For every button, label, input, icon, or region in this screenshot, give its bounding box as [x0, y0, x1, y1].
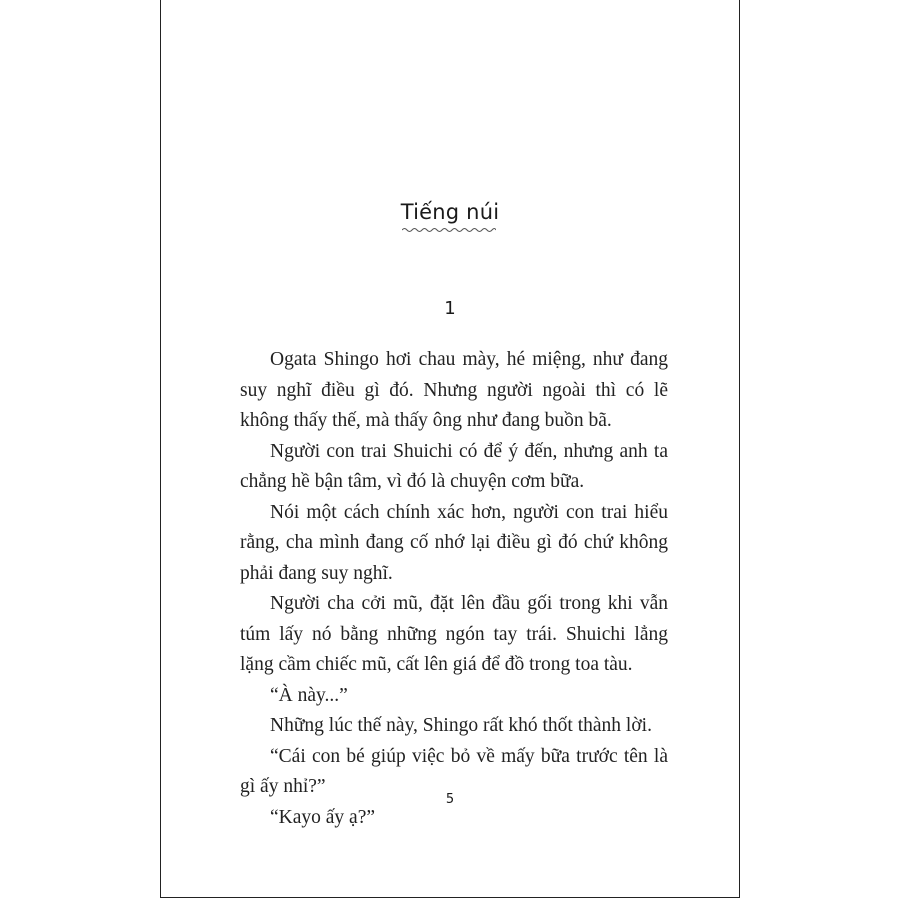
title-wavy-underline	[402, 226, 496, 234]
paragraph: Nói một cách chính xác hơn, người con trai hiểu rằng, cha mình đang cố nhớ lại điều gì đó chứ không phải đang suy nghĩ.	[240, 501, 668, 584]
paragraph: Người cha cởi mũ, đặt lên đầu gối trong khi vẫn túm lấy nó bằng những ngón tay trái. Shuichi lẳng lặng cầm chiếc mũ, cất lên giá để đồ trong toa tàu.	[240, 593, 668, 675]
paragraph: “Kayo ấy ạ?”	[270, 806, 376, 828]
paragraph: “À này...”	[270, 684, 348, 706]
paragraph: Ogata Shingo hơi chau mày, hé miệng, như đang suy nghĩ điều gì đó. Nhưng người ngoài thì có lẽ không thấy thế, mà thấy ông như đang buồn bã.	[240, 349, 668, 431]
paragraph: “Cái con bé giúp việc bỏ về mấy bữa trước tên là gì ấy nhỉ?”	[240, 745, 668, 797]
page-number: 5	[445, 792, 455, 807]
paragraph: Người con trai Shuichi có để ý đến, nhưng anh ta chẳng hề bận tâm, vì đó là chuyện cơm bữa.	[240, 440, 668, 492]
section-number: 1	[444, 298, 456, 319]
chapter-body	[240, 345, 668, 833]
chapter-title: Tiếng núi	[400, 200, 500, 224]
book-page	[160, 0, 740, 898]
paragraph: Những lúc thế này, Shingo rất khó thốt thành lời.	[270, 715, 652, 736]
